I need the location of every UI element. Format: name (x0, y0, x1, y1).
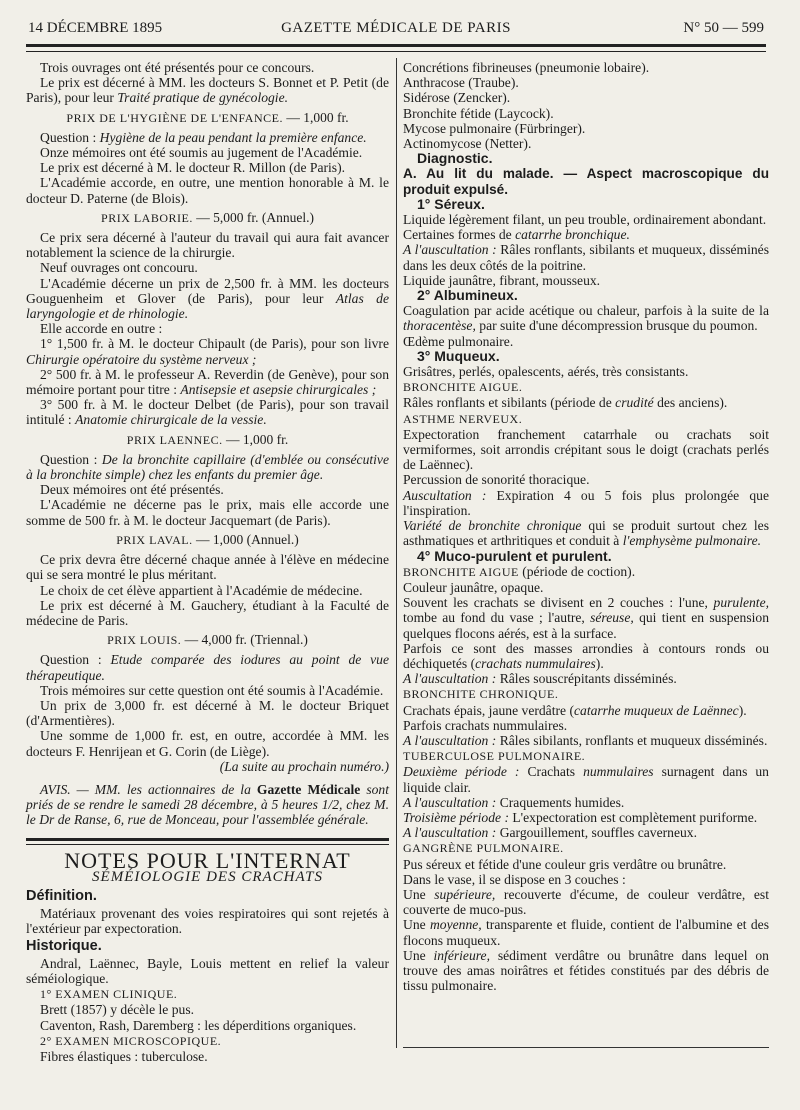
paragraph: Un prix de 3,000 fr. est décerné à M. le docteur Briquet (d'Armentières). (26, 697, 389, 729)
paragraph: Souvent les crachats se divisent en 2 couches : l'une, purulente, tombe au fond du vase ; l'autre, séreuse, qui tient en suspension quelques flocons aérés, est à la surface. (403, 595, 770, 641)
paragraph: Une somme de 1,000 fr. est, en outre, accordée à MM. les docteurs F. Henrijean et G. Corin (de Liège). (26, 728, 389, 759)
list-item: Concrétions fibrineuses (pneumonie lobaire). (403, 60, 650, 75)
paragraph: Auscultation : Expiration 4 ou 5 fois plus prolongée que l'inspiration. (403, 487, 769, 518)
paragraph: Question : Etude comparée des iodures au point de vue thérapeutique. (26, 652, 390, 683)
paragraph: Elle accorde en outre : (40, 321, 163, 337)
heading-diagnostic: Diagnostic. (417, 150, 493, 167)
paragraph: Le choix de cet élève appartient à l'Académie de médecine. (40, 582, 363, 598)
paragraph: A l'auscultation : Gargouillement, souffles caverneux. (403, 825, 697, 841)
paragraph: Deuxième période : Crachats nummulaires surnagent dans un liquide clair. (403, 764, 769, 795)
list-item: Actinomycose (Netter). (403, 136, 532, 152)
paragraph: Question : De la bronchite capillaire (d'emblée ou consécutive à la bronchite simple) chez les enfants du premier âge. (26, 451, 390, 483)
paragraph: Parfois crachats nummulaires. (403, 717, 568, 733)
paragraph: Le prix est décerné à MM. les docteurs S. Bonnet et P. Petit (de Paris), pour leur Traité pratique de gynécologie. (26, 75, 389, 106)
paragraph: A l'auscultation : Râles souscrépitants disséminés. (403, 671, 677, 687)
paragraph: Certaines formes de catarrhe bronchique. (403, 227, 630, 243)
paragraph: Ce prix sera décerné à l'auteur du travail qui aura fait avancer notablement la science de la chirurgie. (26, 230, 389, 261)
section-title: NOTES POUR L'INTERNAT (64, 847, 351, 873)
section-subtitle: SÉMÉIOLOGIE DES CRACHATS (92, 868, 323, 885)
subheading: BRONCHITE CHRONIQUE. (403, 687, 559, 702)
paragraph: Question : Hygiène de la peau pendant la première enfance. (40, 129, 367, 145)
section-rule (26, 838, 389, 845)
heading-historique: Historique. (26, 937, 102, 954)
list-item: Bronchite fétide (Laycock). (403, 105, 554, 121)
subheading: BRONCHITE AIGUE. (403, 380, 523, 395)
prize-heading: PRIX LOUIS. — 4,000 fr. (Triennal.) (107, 632, 308, 648)
paragraph: Matériaux provenant des voies respiratoires qui sont rejetés à l'extérieur par expectoration. (26, 906, 389, 937)
column-divider (396, 58, 397, 1048)
header-date: 14 DÉCEMBRE 1895 (28, 20, 163, 36)
heading-au-lit: A. Au lit du malade. — Aspect macroscopique du produit expulsé. (403, 166, 769, 197)
paragraph: Crachats épais, jaune verdâtre (catarrhe muqueux de Laënnec). (403, 702, 747, 718)
paragraph: Parfois ce sont des masses arrondies à contours ronds ou déchiquetés (crachats nummulaires). (403, 640, 769, 671)
notice-avis: AVIS. — MM. les actionnaires de la Gazette Médicale sont priés de se rendre le samedi 28 décembre, à 5 heures 1/2, chez M. le Dr de Ranse, 6, rue de Monceau, pour l'assemblée générale. (26, 781, 390, 828)
paragraph: Onze mémoires ont été soumis au jugement de l'Académie. (40, 145, 363, 161)
paragraph: L'Académie ne décerne pas le prix, mais elle accorde une somme de 500 fr. à M. le docteur Jacquemart (de Paris). (26, 497, 389, 528)
subheading: TUBERCULOSE PULMONAIRE. (403, 749, 586, 764)
paragraph: L'Académie décerne un prix de 2,500 fr. à MM. les docteurs Gouguenheim et Glover (de Paris), pour leur Atlas de laryngologie et de rhinologie. (26, 275, 389, 322)
paragraph: Trois mémoires sur cette question ont été soumis à l'Académie. (40, 682, 384, 698)
paragraph: Coagulation par acide acétique ou chaleur, parfois à la suite de la thoracentèse, par suite d'une décompression brusque du poumon. (403, 303, 769, 334)
continuation-note: (La suite au prochain numéro.) (219, 758, 389, 774)
paragraph: Trois ouvrages ont été présentés pour ce concours. (40, 60, 315, 75)
paragraph: Une supérieure, recouverte d'écume, de couleur verdâtre, est couverte de muco-pus. (403, 886, 769, 918)
subheading: 2° EXAMEN MICROSCOPIQUE. (40, 1033, 222, 1048)
heading-definition: Définition. (26, 887, 97, 904)
paragraph: Grisâtres, perlés, opalescents, aérés, très consistants. (403, 364, 689, 380)
heading-sereux: 1° Séreux. (417, 195, 485, 212)
prize-heading: PRIX DE L'HYGIÈNE DE L'ENFANCE. — 1,000 fr. (66, 109, 349, 125)
right-column (403, 60, 769, 993)
paragraph: Le prix est décerné à M. le docteur R. Millon (de Paris). (40, 160, 346, 176)
paragraph: Caventon, Rash, Daremberg : les déperditions organiques. (40, 1017, 357, 1033)
header-rule (26, 44, 766, 52)
paragraph: Râles ronflants et sibilants (période de crudité des anciens). (403, 395, 728, 411)
paragraph: Le prix est décerné à M. Gauchery, étudiant à la Faculté de médecine de Paris. (26, 597, 389, 628)
paragraph: Fibres élastiques : tuberculose. (40, 1048, 208, 1064)
paragraph: BRONCHITE AIGUE (période de coction). (403, 563, 636, 579)
left-column (26, 60, 389, 1064)
paragraph: A l'auscultation : Craquements humides. (403, 794, 625, 810)
prize-heading: PRIX LAVAL. — 1,000 (Annuel.) (116, 531, 299, 547)
paragraph: Pus séreux et fétide d'une couleur gris verdâtre ou brunâtre. (403, 856, 727, 872)
paragraph: Dans le vase, il se dispose en 3 couches : (403, 871, 626, 887)
page-header (28, 20, 764, 42)
subheading: ASTHME NERVEUX. (403, 411, 523, 426)
paragraph: Neuf ouvrages ont concouru. (40, 260, 198, 276)
paragraph: A l'auscultation : Râles ronflants, sibilants et muqueux, disséminés dans les deux côtés de la poitrine. (403, 242, 769, 273)
paragraph: Expectoration franchement catarrhale ou crachats soit vermiformes, soit arrondis crépitant sous le doigt (crachats perlés de Laënnec). (403, 426, 769, 473)
subheading: 1° EXAMEN CLINIQUE. (40, 987, 178, 1002)
heading-muqueux: 3° Muqueux. (417, 347, 500, 364)
paragraph: Brett (1857) y décèle le pus. (40, 1002, 195, 1018)
paragraph: A l'auscultation : Râles sibilants, ronflants et muqueux disséminés. (403, 732, 768, 748)
paragraph: Ce prix devra être décerné chaque année à l'élève en médecine qui se sera montré le plus méritant. (26, 552, 389, 583)
subheading: GANGRÈNE PULMONAIRE. (403, 841, 564, 856)
paragraph: Une moyenne, transparente et fluide, contient de l'albumine et des flocons muqueux. (403, 917, 769, 948)
paragraph: Œdème pulmonaire. (403, 333, 514, 349)
paragraph: 3° 500 fr. à M. le docteur Delbet (de Paris), pour son travail intitulé : Anatomie chirurgicale de la vessie. (26, 397, 389, 428)
prize-heading: PRIX LABORIE. — 5,000 fr. (Annuel.) (101, 209, 314, 225)
list-item: Anthracose (Traube). (403, 75, 519, 91)
header-page-number: N° 50 — 599 (683, 20, 764, 36)
list-item: Mycose pulmonaire (Fürbringer). (403, 120, 586, 136)
column-end-rule (403, 1047, 769, 1048)
paragraph: Variété de bronchite chronique qui se produit surtout chez les asthmatiques et arthritiques et conduit à l'emphysème pulmonaire. (403, 518, 769, 549)
list-item: Sidérose (Zencker). (403, 90, 511, 106)
paragraph: 1° 1,500 fr. à M. le docteur Chipault (de Paris), pour son livre Chirurgie opératoire du système nerveux ; (26, 336, 389, 367)
paragraph: Troisième période : L'expectoration est complètement puriforme. (403, 809, 758, 825)
heading-albumineux: 2° Albumineux. (417, 287, 518, 304)
header-title: GAZETTE MÉDICALE DE PARIS (281, 20, 511, 36)
paragraph: Couleur jaunâtre, opaque. (403, 579, 544, 595)
paragraph: Liquide jaunâtre, fibrant, mousseux. (403, 272, 601, 288)
heading-muco-purulent: 4° Muco-purulent et purulent. (417, 547, 612, 564)
prize-heading: PRIX LAENNEC. — 1,000 fr. (126, 431, 289, 447)
paragraph: Liquide légèrement filant, un peu trouble, ordinairement abondant. (403, 212, 767, 228)
paragraph: Une inférieure, sédiment verdâtre ou brunâtre dans lequel on trouve des amas noirâtres et fétides constitués par des débris de tissu pulmonaire. (403, 947, 769, 994)
paragraph: Deux mémoires ont été présentés. (40, 482, 224, 498)
paragraph: Percussion de sonorité thoracique. (403, 472, 590, 488)
paragraph: Andral, Laënnec, Bayle, Louis mettent en relief la valeur séméiologique. (26, 955, 389, 986)
paragraph: 2° 500 fr. à M. le professeur A. Reverdin (de Genève), pour son mémoire portant pour titre : Antisepsie et asepsie chirurgicales ; (26, 366, 389, 398)
paragraph: L'Académie accorde, en outre, une mention honorable à M. le docteur D. Paterne (de Blois). (26, 175, 389, 206)
